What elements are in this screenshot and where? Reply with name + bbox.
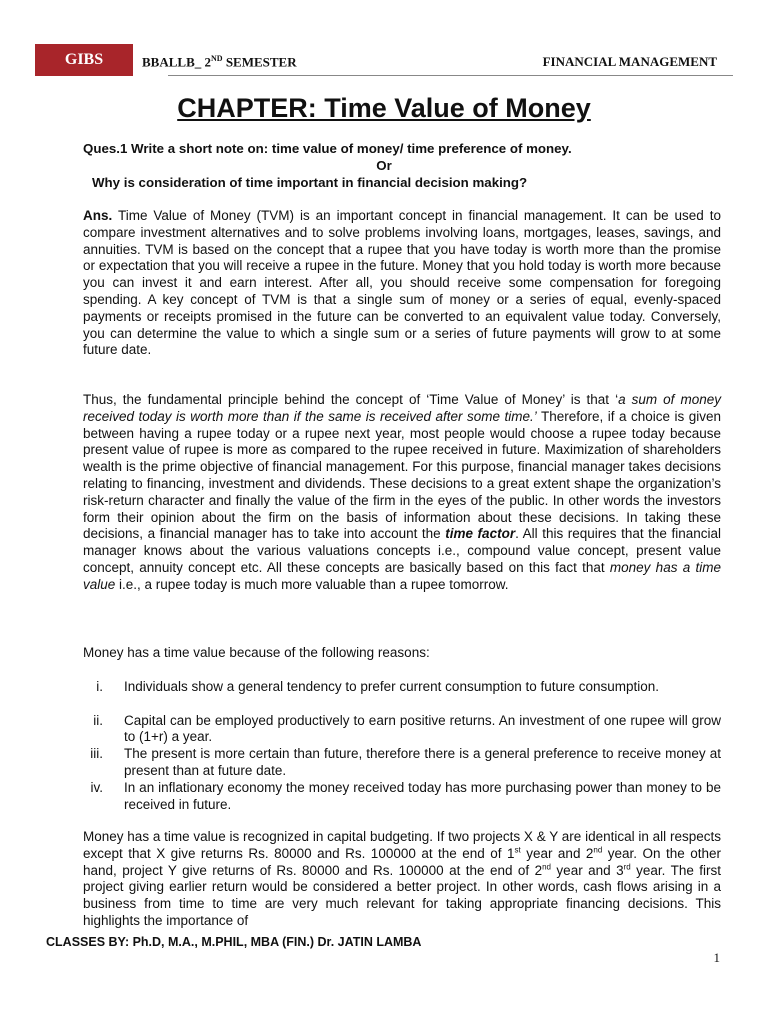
question-alt-text: Why is consideration of time important in financial decision making? [92, 175, 528, 190]
principle-paragraph: Thus, the fundamental principle behind the concept of ‘Time Value of Money’ is that ‘a sum of money received today is worth more than if the same is received after some time.’ Therefore, if a choice is given between having a rupee today or a rupee next year, most people would choose a rupee today because present value of rupee is more as compared to the rupee received in future. Maximization of shareholders wealth is the prime objective of financial management. For this purpose, financial manager takes decisions relating to financing, investment and dividends. These decisions to a great extent shape the organization’s risk-return character and finally the value of the firm in the eyes of the public. In other words the investors form their opinion about the firm on the basis of information about these decisions. In taking these decisions, a financial manager has to take into account the time factor. All this requires that the financial manager knows about the various valuations concepts i.e., compound value concept, present value concept, annuity concept etc. All these concepts are basically based on this fact that money has a time value i.e., a rupee today is much more valuable than a rupee tomorrow. [83, 392, 722, 592]
reasons-list [83, 679, 721, 813]
question-text: Ques.1 Write a short note on: time value of money/ time preference of money. [83, 141, 572, 156]
page-header [35, 44, 733, 76]
footer-credits: CLASSES BY: Ph.D, M.A., M.PHIL, MBA (FIN.) Dr. JATIN LAMBA [46, 935, 422, 949]
answer-label: Ans. [83, 208, 113, 223]
header-divider [168, 75, 733, 76]
list-item: iii. The present is more certain than future, therefore there is a general preference to receive money at present than at future date. [90, 746, 721, 778]
gibs-logo: GIBS [35, 44, 133, 76]
answer-paragraph: Ans. Time Value of Money (TVM) is an important concept in financial management. It can be used to compare investment alternatives and to solve problems involving loans, mortgages, leases, savings, and annuities. TVM is based on the concept that a rupee that you have today is worth more than the promise or expectation that you will receive a rupee in the future. Money that you hold today is worth more because you can invest it and earn interest. After all, you should receive some compensation for foregoing spending. A key concept of TVM is that a single sum of money or a series of equal, evenly-spaced payments or receipts promised in the future can be converted to an equivalent value today. Conversely, you can determine the value to which a single sum or a series of future payments will grow to at some future date. [83, 208, 721, 358]
list-item: i. Individuals show a general tendency to prefer current consumption to future consumption. [96, 679, 660, 694]
chapter-title: CHAPTER: Time Value of Money [177, 93, 591, 123]
question-or: Or [376, 158, 392, 173]
page-number: 1 [713, 950, 720, 965]
subject-label: FINANCIAL MANAGEMENT [542, 54, 717, 69]
list-item: ii. Capital can be employed productively to earn positive returns. An investment of one rupee will grow to (1+r) a year. [93, 712, 721, 745]
capital-budgeting-paragraph: Money has a time value is recognized in capital budgeting. If two projects X & Y are identical in all respects except that X give returns Rs. 80000 and Rs. 100000 at the end of 1st year and 2nd year. On the other hand, project Y give returns of Rs. 80000 and Rs. 100000 at the end of 2nd year and 3rd year. The first project giving earlier return would be considered a better project. In other words, cash flows arising in a business from time to time are very much relevant for taking appropriate financing decisions. This highlights the importance of [83, 829, 721, 928]
semester-label: BBALLB_ 2ND SEMESTER [142, 54, 297, 70]
list-item: iv. In an inflationary economy the money received today has more purchasing power than money to be received in future. [90, 779, 721, 812]
reasons-intro: Money has a time value because of the following reasons: [83, 645, 430, 660]
